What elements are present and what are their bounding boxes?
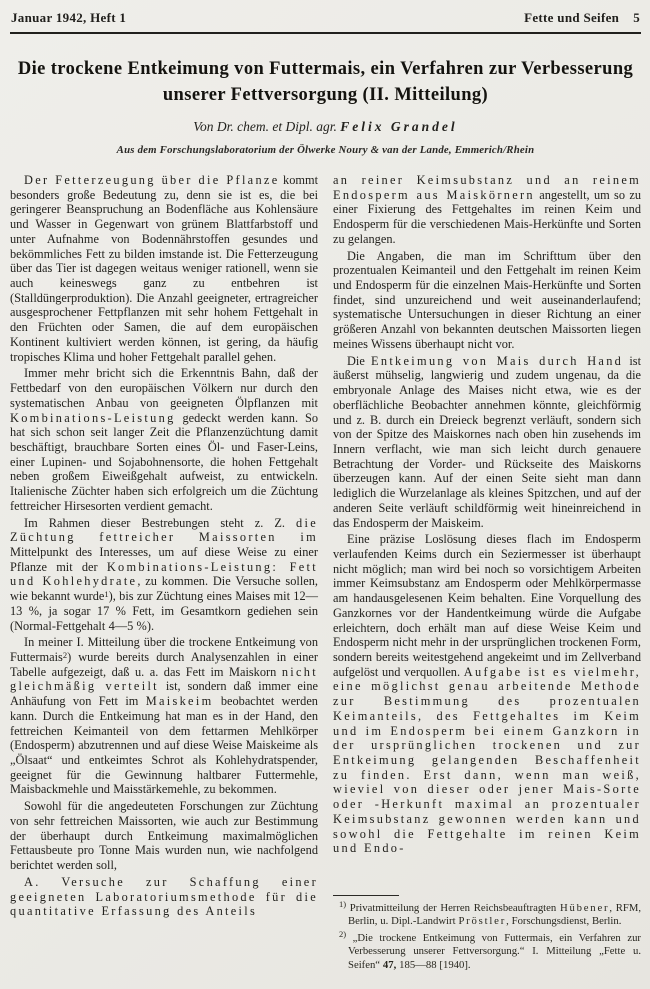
text-segment: ) wurde bereits durch Analysenzahlen in einer Tabelle aufgezeigt, daß u. a. das Fett im Maiskorn bbox=[10, 650, 318, 679]
paragraph bbox=[333, 249, 641, 352]
left-column bbox=[10, 173, 318, 989]
text-segment: In meiner I. Mitteilung über die trockene Entkeimung von Futtermais bbox=[10, 635, 318, 664]
text-segment: ), bis zur Züchtung eines Maises mit 12—13 %, ja sogar 17 % Fett, im Gesamtkorn gediehen sein (Normal-Fettgehalt 4—5 %). bbox=[10, 589, 318, 633]
two-column-body bbox=[10, 173, 641, 989]
text-segment: Der Fetterzeugung über die Pflanze bbox=[24, 173, 280, 187]
paragraph bbox=[10, 173, 318, 364]
issue-date: Januar 1942, Heft 1 bbox=[11, 10, 127, 25]
article-title-line2: unserer Fettversorgung (II. Mitteilung) bbox=[162, 85, 489, 105]
byline bbox=[10, 119, 641, 135]
title-block bbox=[10, 56, 641, 156]
text-segment: Kombinations-Leistung: Fett und Kohlehydrate bbox=[10, 559, 318, 589]
paragraph bbox=[10, 516, 318, 634]
footnotes-block bbox=[333, 895, 641, 989]
paragraph bbox=[10, 799, 318, 873]
author-name: Felix Grandel bbox=[340, 119, 458, 134]
page-number: 5 bbox=[633, 10, 640, 25]
text-segment: „Die trockene Entkeimung von Futtermais, ein Verfahren zur Verbesserung unserer Fettversorgung.“ I. Mitteilung „Fette u. Seifen“ bbox=[346, 931, 641, 971]
journal-name: Fette und Seifen bbox=[524, 10, 620, 25]
text-segment: Immer mehr bricht sich die Erkenntnis Bahn, daß der Fettbedarf von den europäischen Völkern nur durch den systematischen Anbau von geeigneten Ölpflanzen mit bbox=[10, 366, 318, 410]
text-segment: A. Versuche zur Schaffung einer geeigneten Laboratoriumsmethode für die quantitative Erfassung des Anteils bbox=[10, 874, 318, 919]
text-segment: Privatmitteilung der Herren Reichsbeauftragten bbox=[346, 901, 560, 914]
text-segment: , RFM, Berlin, u. Dipl.-Landwirt bbox=[348, 901, 641, 928]
text-segment: gedeckt werden kann. So hat sich schon seit langer Zeit die Pflanzenzüchtung damit beschäftigt, brauchbare Sorten eines Öl- und Faser-Leins, einer Lupinen- und Sojabohnensorte, die hohen Fettgehalt neben großem Eiweißgehalt aufweist, zu entwickeln. Italienische Züchter haben sich erfolgreich um die Züchtung fettreicher Hirsesorten verdient gemacht. bbox=[10, 410, 318, 513]
text-segment: , zu kommen. Die Versuche sollen, wie bekannt wurde bbox=[10, 574, 318, 604]
footnote-marker: 1 bbox=[104, 588, 109, 599]
text-segment: Mittelpunkt des Interesses, um auf diese Weise zu einer Pflanze mit der bbox=[10, 544, 318, 574]
paragraph bbox=[333, 532, 641, 856]
footnote-list bbox=[333, 899, 641, 972]
right-column bbox=[333, 173, 641, 989]
text-segment: Im Rahmen dieser Bestrebungen steht z. Z. bbox=[24, 515, 297, 530]
text-segment: Entkeimung von Mais durch Hand bbox=[371, 353, 624, 368]
paragraph bbox=[333, 173, 641, 247]
text-segment: angestellt, um so zu einer Fixierung des Fettgehaltes im reinen Keim und Endosperm für die verschiedenen Mais-Herkünfte und Sorten zu gelangen. bbox=[333, 187, 641, 246]
text-segment: , Forschungsdienst, Berlin. bbox=[506, 915, 622, 928]
footnote bbox=[333, 899, 641, 929]
right-column-text bbox=[333, 173, 641, 856]
text-segment: Maiskeim bbox=[145, 694, 214, 709]
footnote-marker: 2 bbox=[62, 649, 68, 660]
text-segment: Pröstler bbox=[458, 915, 507, 928]
text-segment: Die Angaben, die man im Schrifttum über den prozentualen Keimanteil und den Fettgehalt im reinen Keim und Endosperm für die einzelnen Mais-Herkünfte und Sorten findet, sind unzureichend und weit auseinanderlaufend; systematische Untersuchungen in dieser Richtung an einer größeren Anzahl von bekannten deutschen Maissorten liegen meines Wissens überhaupt nicht vor. bbox=[333, 248, 641, 351]
article-title-line1: Die trockene Entkeimung von Futtermais, ein Verfahren zur Verbesserung bbox=[17, 59, 634, 79]
footnote-marker: 2) bbox=[339, 929, 347, 940]
text-segment: 47, bbox=[382, 958, 397, 971]
footnote-divider bbox=[333, 895, 399, 896]
text-segment: Aufgabe ist es vielmehr, eine möglichst genau arbeitende Methode zur Bestimmung des prozentualen Keimanteils, des Fettgehaltes im Keim und im Endosperm bei einem Ganzkorn in der ursprünglichen trockenen und zur Entkeimung gelangenden Beschaffenheit zu finden. Erst dann, wenn man weiß, wieviel von dieser oder jener Mais-Sorte oder -Herkunft maximal an prozentualer Keimsubstanz gewonnen werden kann und sowohl die Fettgehalte im reinen Keim und Endo- bbox=[333, 664, 641, 856]
paragraph bbox=[10, 635, 318, 797]
text-segment: Die bbox=[347, 353, 372, 368]
paragraph bbox=[10, 875, 318, 919]
footnote bbox=[333, 929, 641, 972]
text-segment: an reiner Keimsubstanz und an reinem Endosperm aus Maiskörnern bbox=[333, 173, 641, 202]
text-segment: 185—88 [1940]. bbox=[396, 958, 471, 971]
paragraph bbox=[10, 366, 318, 513]
byline-prefix: Von Dr. chem. et Dipl. agr. bbox=[193, 119, 341, 134]
running-head bbox=[10, 8, 641, 34]
affiliation: Aus dem Forschungslaboratorium der Ölwerke Noury & van der Lande, Emmerich/Rhein bbox=[116, 144, 535, 156]
footnote-marker: 1) bbox=[339, 899, 347, 910]
text-segment: Hübener bbox=[559, 901, 610, 914]
text-segment: Kombinations-Leistung bbox=[10, 410, 176, 425]
text-segment: die Züchtung fettreicher Maissorten im bbox=[10, 515, 318, 545]
text-segment: kommt besonders große Bedeutung zu, denn sie ist es, die bei geringerer Beanspruchung an Bodenfläche aus Kohlensäure und Wasser in Gegenwart von grünem Blattfarbstoff und unter Aufnahme von Bodennährstoffen gesundes und bekömmliches Fett zu bilden imstande ist. Die Fetterzeugung über das Tier ist dagegen weitaus weniger rationell, wenn sie auch keineswegs ganz zu entbehren ist (Stalldüngerproduktion). Die Anzahl geeigneter, ertragreicher ausgesprochener Fettpflanzen mit sehr hohem Fettgehalt in den Früchten oder Samen, die auf dem europäischen Kontinent kultiviert werden können, ist gering, da häufig tropisches Klima und hoher Fettgehalt parallel gehen. bbox=[10, 173, 318, 364]
text-segment: Eine präzise Loslösung dieses flach im Endosperm verlaufenden Keims durch ein Seziermesser ist überhaupt nicht möglich; man wird bei noch so vorsichtigem Arbeiten immer Keimsubstanz am Endosperm oder Mehlkörpermasse am handausgelesenen Keim behalten. Eine Vorquellung des Ganzkornes vor der Handentkeimung würde die Aufgabe erleichtern, doch erhält man auf diese Weise Keim und Endosperm nicht mehr in der ursprünglichen trockenen Form, sondern bereits weitestgehend angekeimt und im Zellverband aufgelöst und verquollen. bbox=[333, 532, 641, 679]
text-segment: ist äußerst mühselig, langwierig und zudem ungenau, da die embryonale Anlage des Maises nicht etwa, wie es der oberflächliche Beobachter annehmen könnte, gleichförmig und z. B. durch ein Dreieck begrenzt verläuft, sondern sich von der Spitze des Maiskornes nach oben hin zusehends im Innern verflacht, wie man sich leicht durch genauere Betrachtung der Vorder- und Rückseite des Maiskorns überzeugen kann. Auf der einen Seite sieht man dann lediglich die Wurzelanlage als kleines Spitzchen, und auf der anderen Seite verläuft schildförmig weit hineinreichend in das Endosperm der Maiskeim. bbox=[333, 353, 642, 530]
text-segment: Sowohl für die angedeuteten Forschungen zur Züchtung von sehr fettreichen Maissorten, wie auch zur Bestimmung der überhaupt durch Entkeimung maximalmöglichen Fettausbeute pro Tonne Mais wurden nun, wie nachfolgend berichtet werden soll, bbox=[10, 799, 318, 873]
text-segment: beobachtet werden kann. Durch die Entkeimung hat man es in der Hand, den fettreichen Keimanteil von dem fettarmen Mehlkörper (Endosperm) abzutrennen und auf diese Weise Maiskeime als „Ölsaat“ und entkeimtes Schrot als Kohlehydratspender, geeignet für die Gewinnung haltbarer Futtermehle, Maisbackmehle und Maisstärkemehle, zu bekommen. bbox=[10, 694, 318, 797]
text-segment: ist, sondern daß immer eine Anhäufung von Fett im bbox=[10, 679, 318, 709]
text-segment: nicht gleichmäßig verteilt bbox=[10, 664, 318, 694]
paragraph bbox=[333, 354, 641, 531]
journal-name-block bbox=[524, 10, 640, 26]
